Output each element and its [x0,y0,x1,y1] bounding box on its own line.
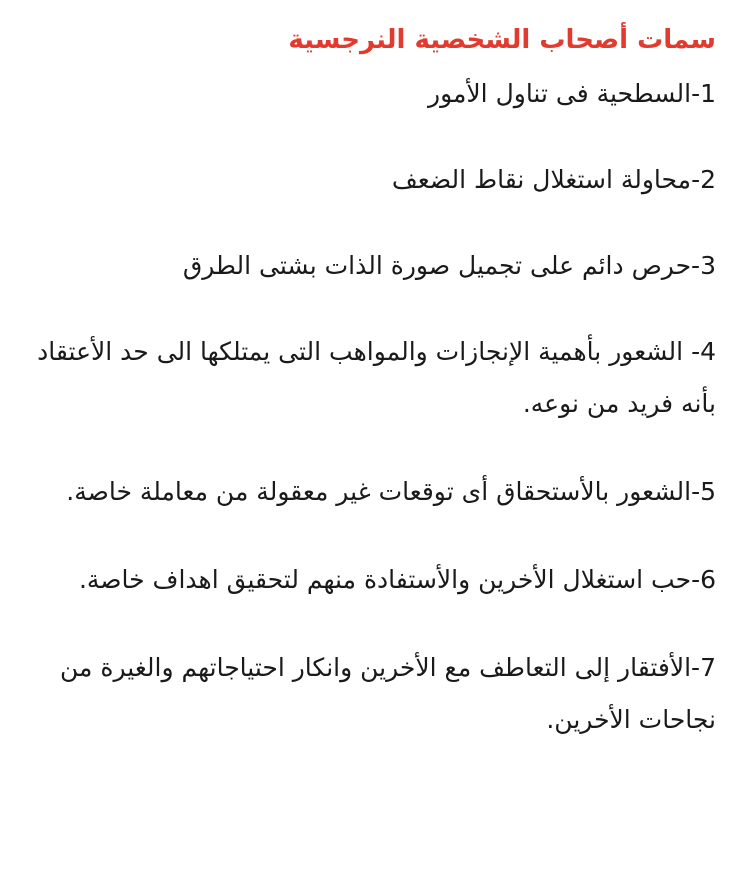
list-item: 4- الشعور بأهمية الإنجازات والمواهب التى يمتلكها الى حد الأعتقاد بأنه فريد من نوعه. [37,337,716,418]
list-item: 1-السطحية فى تناول الأمور [428,79,716,108]
list-item: 2-محاولة استغلال نقاط الضعف [391,165,716,194]
page-title: سمات أصحاب الشخصية النرجسية [288,25,716,55]
list-item: 7-الأفتقار إلى التعاطف مع الأخرين وانكار احتياجاتهم والغيرة من نجاحات الأخرين. [60,653,716,734]
traits-list [28,68,716,746]
list-item: 5-الشعور بالأستحقاق أى توقعات غير معقولة من معاملة خاصة. [66,477,716,506]
list-item: 6-حب استغلال الأخرين والأستفادة منهم لتحقيق اهداف خاصة. [78,565,716,594]
list-item: 3-حرص دائم على تجميل صورة الذات بشتى الطرق [182,251,716,280]
